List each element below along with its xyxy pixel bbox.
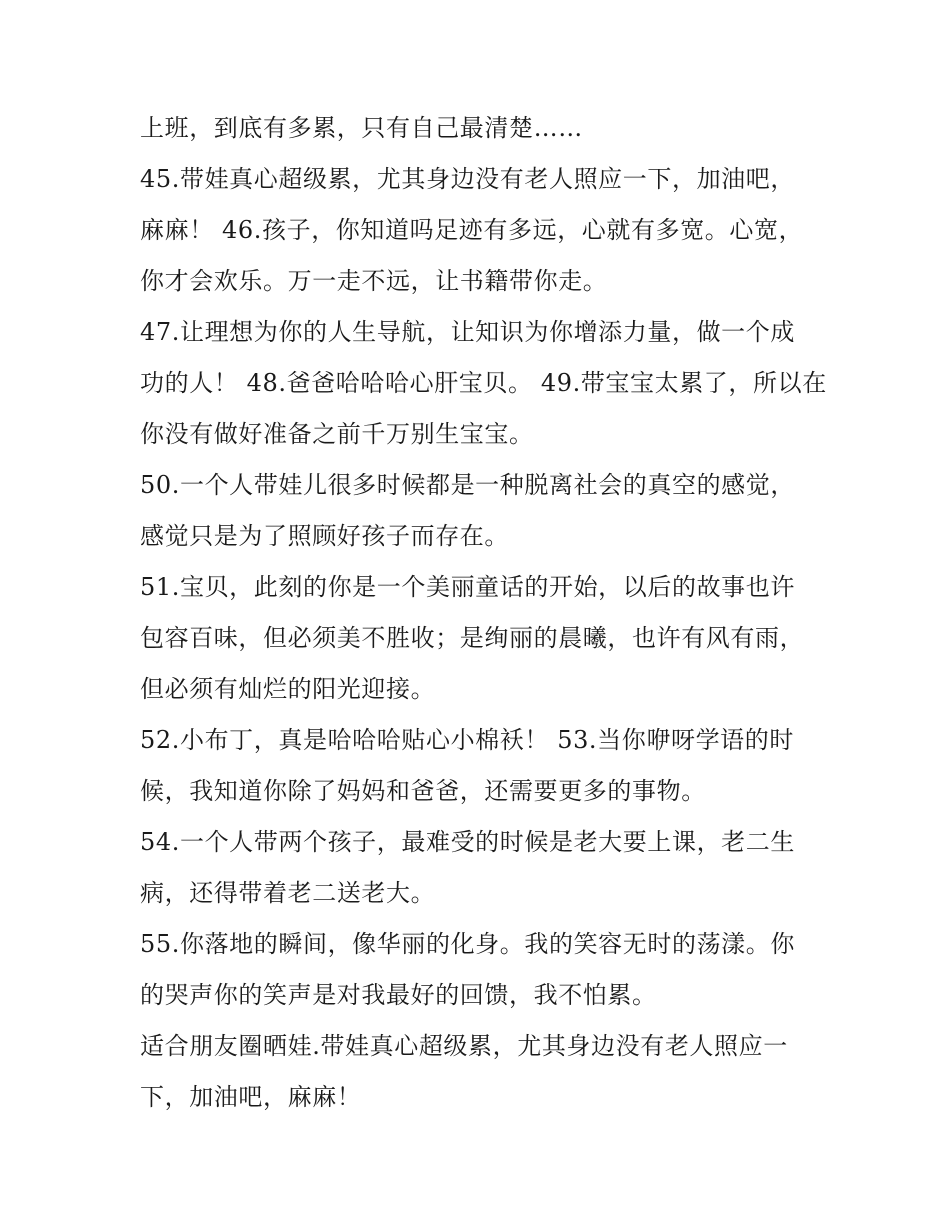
text-line: 45.带娃真心超级累，尤其身边没有老人照应一下，加油吧， — [140, 165, 795, 193]
text-line: 功的人！ 48.爸爸哈哈哈心肝宝贝。 49.带宝宝太累了，所以在 — [140, 369, 827, 397]
text-line: 52.小布丁，真是哈哈哈贴心小棉袄！ 53.当你咿呀学语的时 — [140, 726, 794, 754]
text-line: 55.你落地的瞬间，像华丽的化身。我的笑容无时的荡漾。你 — [140, 930, 795, 958]
text-line: 但必须有灿烂的阳光迎接。 — [140, 675, 436, 703]
text-line: 适合朋友圈晒娃.带娃真心超级累，尤其身边没有老人照应一 — [140, 1032, 788, 1060]
text-line: 47.让理想为你的人生导航，让知识为你增添力量，做一个成 — [140, 318, 795, 346]
text-line: 51.宝贝，此刻的你是一个美丽童话的开始，以后的故事也许 — [140, 573, 795, 601]
text-line: 50.一个人带娃儿很多时候都是一种脱离社会的真空的感觉， — [140, 471, 795, 499]
text-line: 候，我知道你除了妈妈和爸爸，还需要更多的事物。 — [140, 777, 706, 805]
text-line: 包容百味，但必须美不胜收；是绚丽的晨曦，也许有风有雨， — [140, 624, 805, 652]
text-line: 麻麻！ 46.孩子，你知道吗足迹有多远，心就有多宽。心宽， — [140, 216, 804, 244]
text-line: 你才会欢乐。万一走不远，让书籍带你走。 — [140, 267, 608, 295]
text-line: 你没有做好准备之前千万别生宝宝。 — [140, 420, 534, 448]
text-line: 上班，到底有多累，只有自己最清楚…… — [140, 114, 583, 142]
text-line: 的哭声你的笑声是对我最好的回馈，我不怕累。 — [140, 981, 657, 1009]
text-line: 下，加油吧，麻麻！ — [140, 1083, 362, 1111]
document-page — [140, 103, 827, 1123]
text-line: 感觉只是为了照顾好孩子而存在。 — [140, 522, 509, 550]
text-line: 54.一个人带两个孩子，最难受的时候是老大要上课，老二生 — [140, 828, 795, 856]
text-line: 病，还得带着老二送老大。 — [140, 879, 436, 907]
